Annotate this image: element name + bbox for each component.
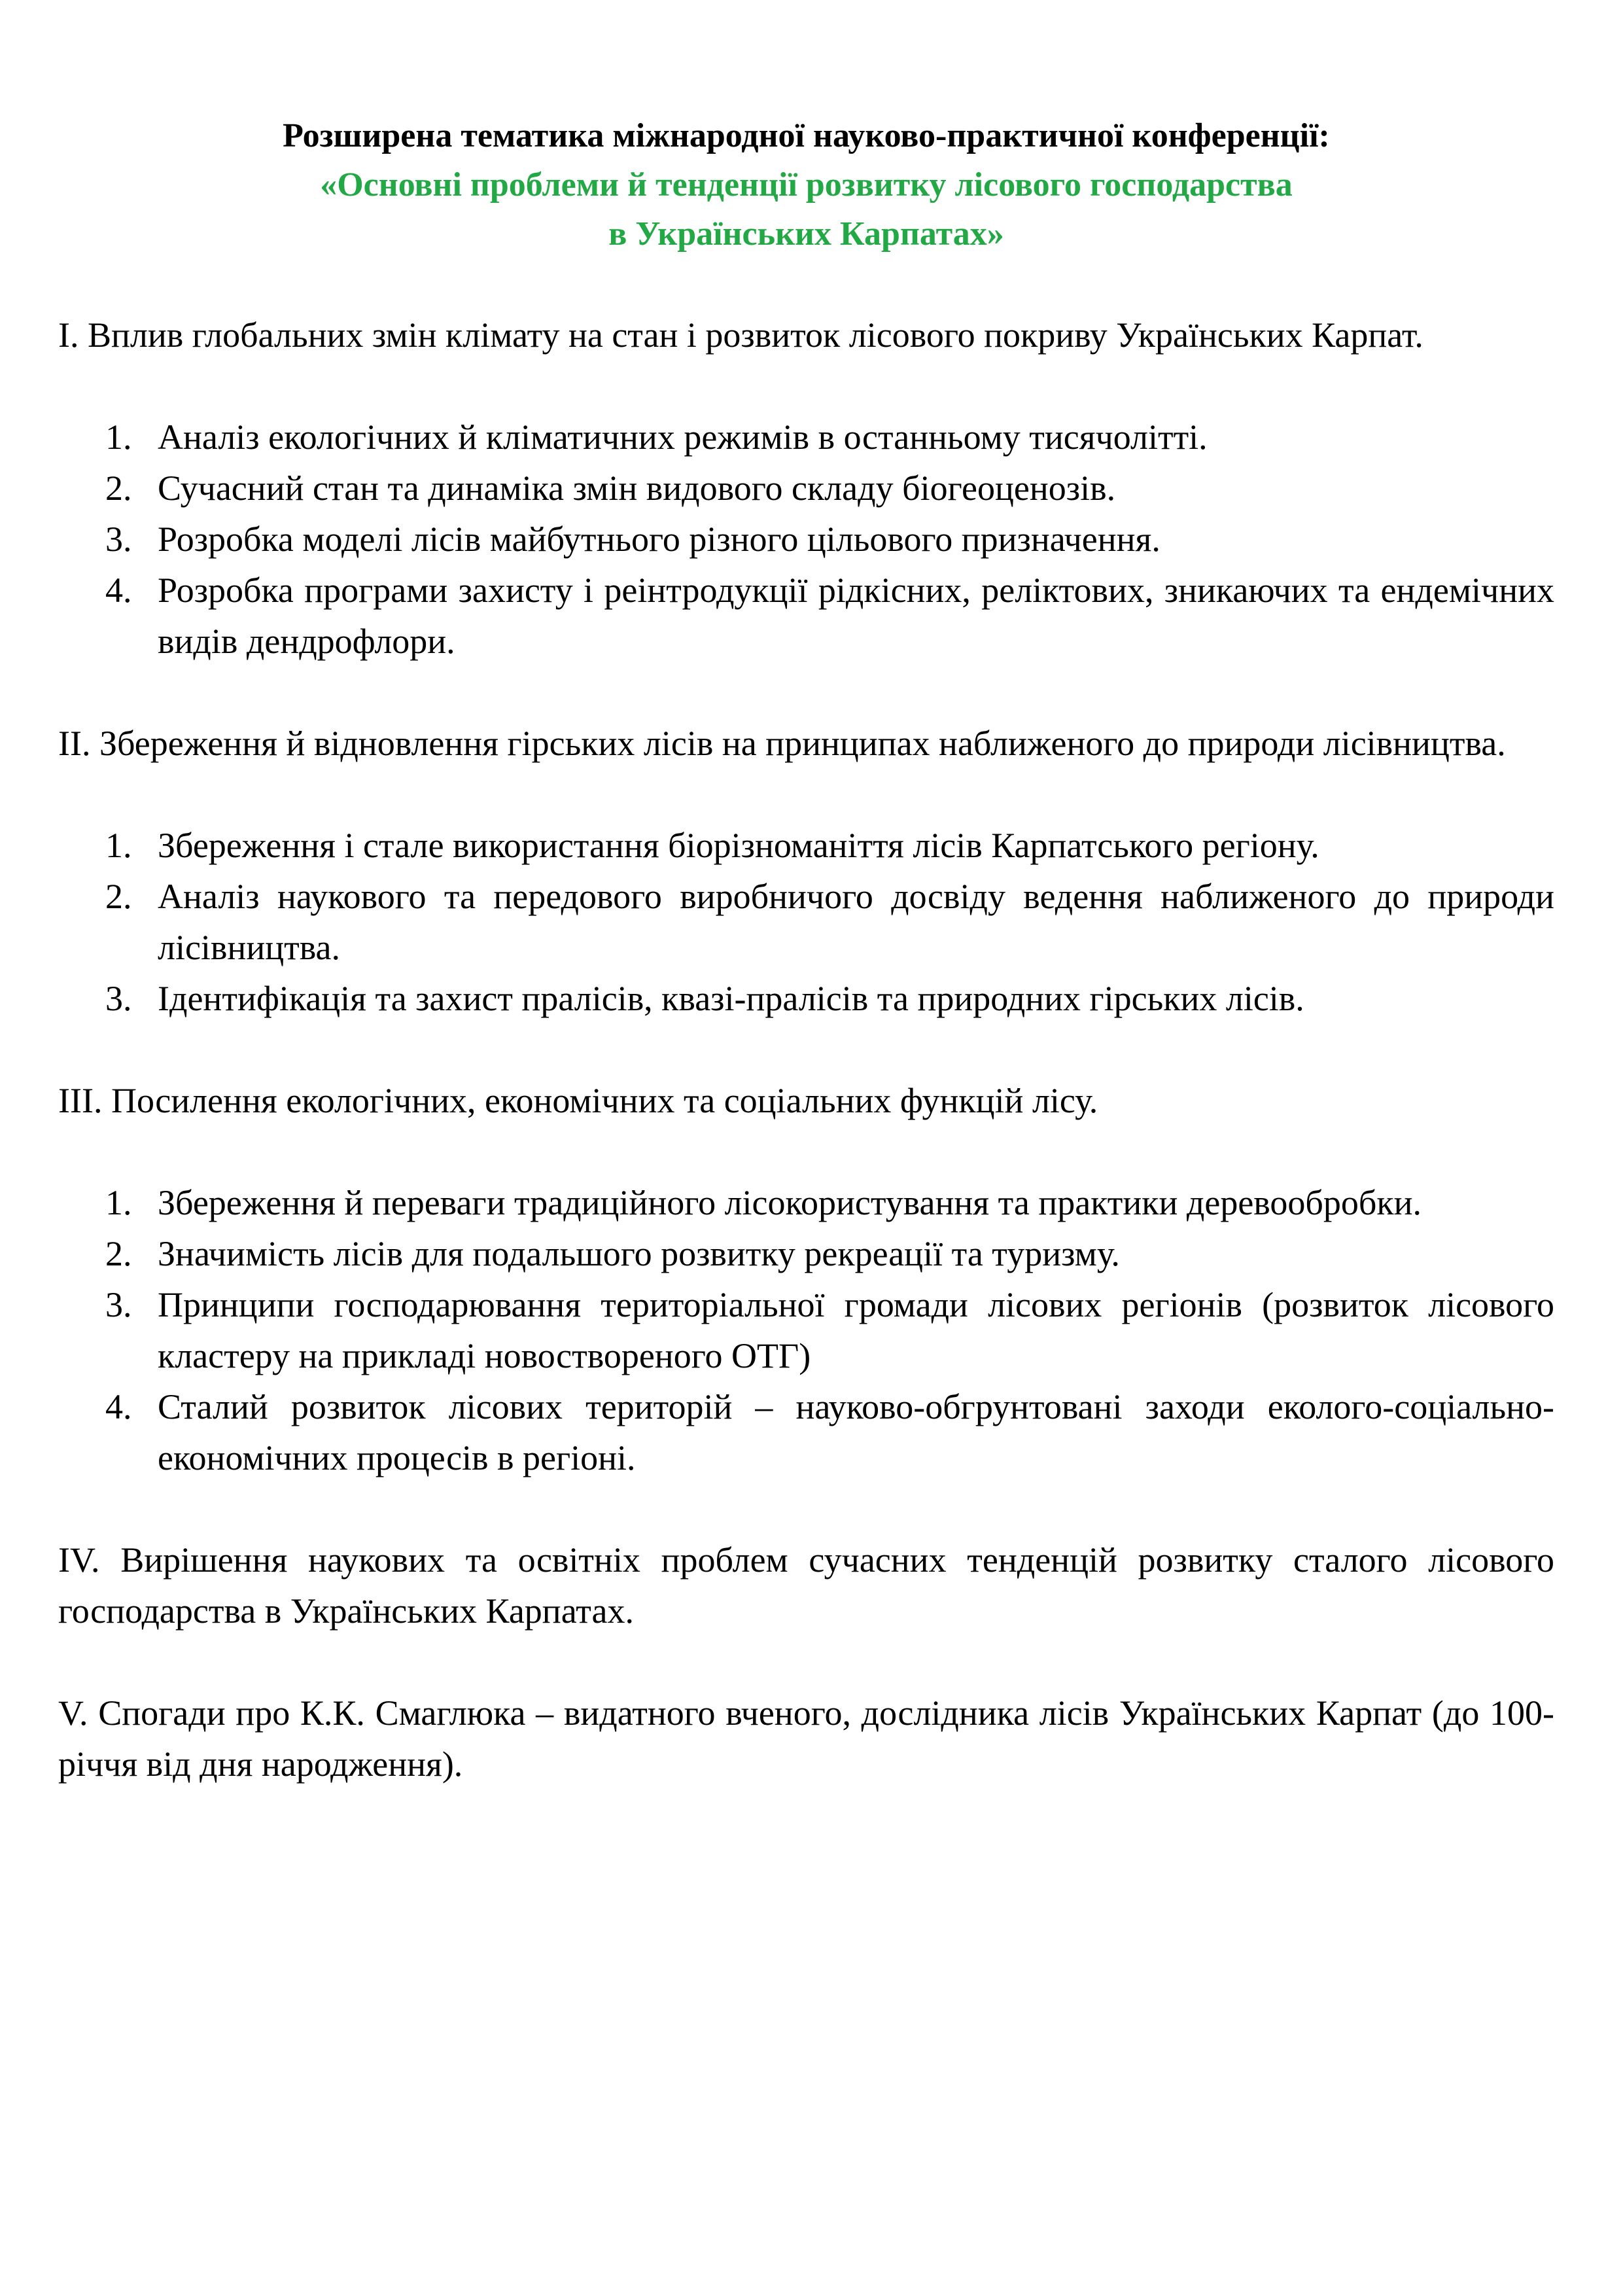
list-item-text: Значимість лісів для подальшого розвитку рекреації та туризму. [158, 1234, 1120, 1273]
list-item-text: Сталий розвиток лісових територій – науково-обгрунтовані заходи еколого-соціально-економічних процесів в регіоні. [158, 1387, 1554, 1477]
list-item-number: 2. [105, 468, 132, 508]
list-item-number: 1. [105, 417, 132, 457]
list-item [58, 412, 1554, 463]
header-line-1: Розширена тематика міжнародної науково-практичної конференції: [283, 117, 1330, 154]
list-item-number: 4. [105, 571, 132, 610]
list-item-number: 3. [105, 520, 132, 559]
section-2-heading: II. Збереження й відновлення гірських лісів на принципах наближеного до природи лісівництва. [58, 724, 1506, 763]
list-item [58, 565, 1554, 667]
list-item-number: 4. [105, 1387, 132, 1426]
list-item-text: Розробка моделі лісів майбутнього різного цільового призначення. [158, 520, 1161, 559]
list-item [58, 1177, 1554, 1228]
list-item [58, 1279, 1554, 1381]
section-1-list [58, 412, 1554, 667]
conference-header [58, 111, 1554, 258]
section-5-heading: V. Спогади про К.К. Смаглюка – видатного вченого, дослідника лісів Українських Карпат (до 100-річчя від дня народження). [58, 1693, 1554, 1784]
list-item-number: 1. [105, 826, 132, 865]
list-item [58, 871, 1554, 973]
section-4-heading: IV. Вирішення наукових та освітніх проблем сучасних тенденцій розвитку сталого лісового господарства в Українських Карпатах. [58, 1540, 1554, 1631]
header-line-3: в Українських Карпатах» [608, 215, 1004, 253]
list-item [58, 973, 1554, 1024]
list-item-number: 3. [105, 979, 132, 1018]
list-item [58, 514, 1554, 565]
list-item-text: Збереження й переваги традиційного лісокористування та практики деревообробки. [158, 1183, 1422, 1222]
list-item-text: Збереження і стале використання біорізноманіття лісів Карпатського регіону. [158, 826, 1319, 865]
list-item-text: Розробка програми захисту і реінтродукції рідкісних, реліктових, зникаючих та ендемічних видів дендрофлори. [158, 571, 1554, 661]
section-3-heading: III. Посилення екологічних, економічних та соціальних функцій лісу. [58, 1081, 1098, 1120]
list-item-text: Ідентифікація та захист пралісів, квазі-пралісів та природних гірських лісів. [158, 979, 1304, 1018]
section-2-list [58, 820, 1554, 1024]
section-1-heading: I. Вплив глобальних змін клімату на стан і розвиток лісового покриву Українських Карпат. [58, 315, 1423, 355]
list-item-text: Аналіз наукового та передового виробничого досвіду ведення наближеного до природи лісівництва. [158, 877, 1554, 967]
header-line-2: «Основні проблеми й тенденції розвитку лісового господарства [320, 166, 1293, 203]
list-item-number: 2. [105, 877, 132, 916]
section-3-list [58, 1177, 1554, 1483]
list-item-text: Сучасний стан та динаміка змін видового складу біогеоценозів. [158, 468, 1116, 508]
list-item-text: Принципи господарювання територіальної громади лісових регіонів (розвиток лісового кластеру на прикладі новоствореного ОТГ) [158, 1285, 1554, 1375]
list-item-number: 3. [105, 1285, 132, 1324]
list-item-number: 2. [105, 1234, 132, 1273]
list-item-number: 1. [105, 1183, 132, 1222]
list-item-text: Аналіз екологічних й кліматичних режимів в останньому тисячолітті. [158, 417, 1208, 457]
list-item [58, 820, 1554, 871]
list-item [58, 1228, 1554, 1279]
list-item [58, 1381, 1554, 1483]
list-item [58, 463, 1554, 514]
